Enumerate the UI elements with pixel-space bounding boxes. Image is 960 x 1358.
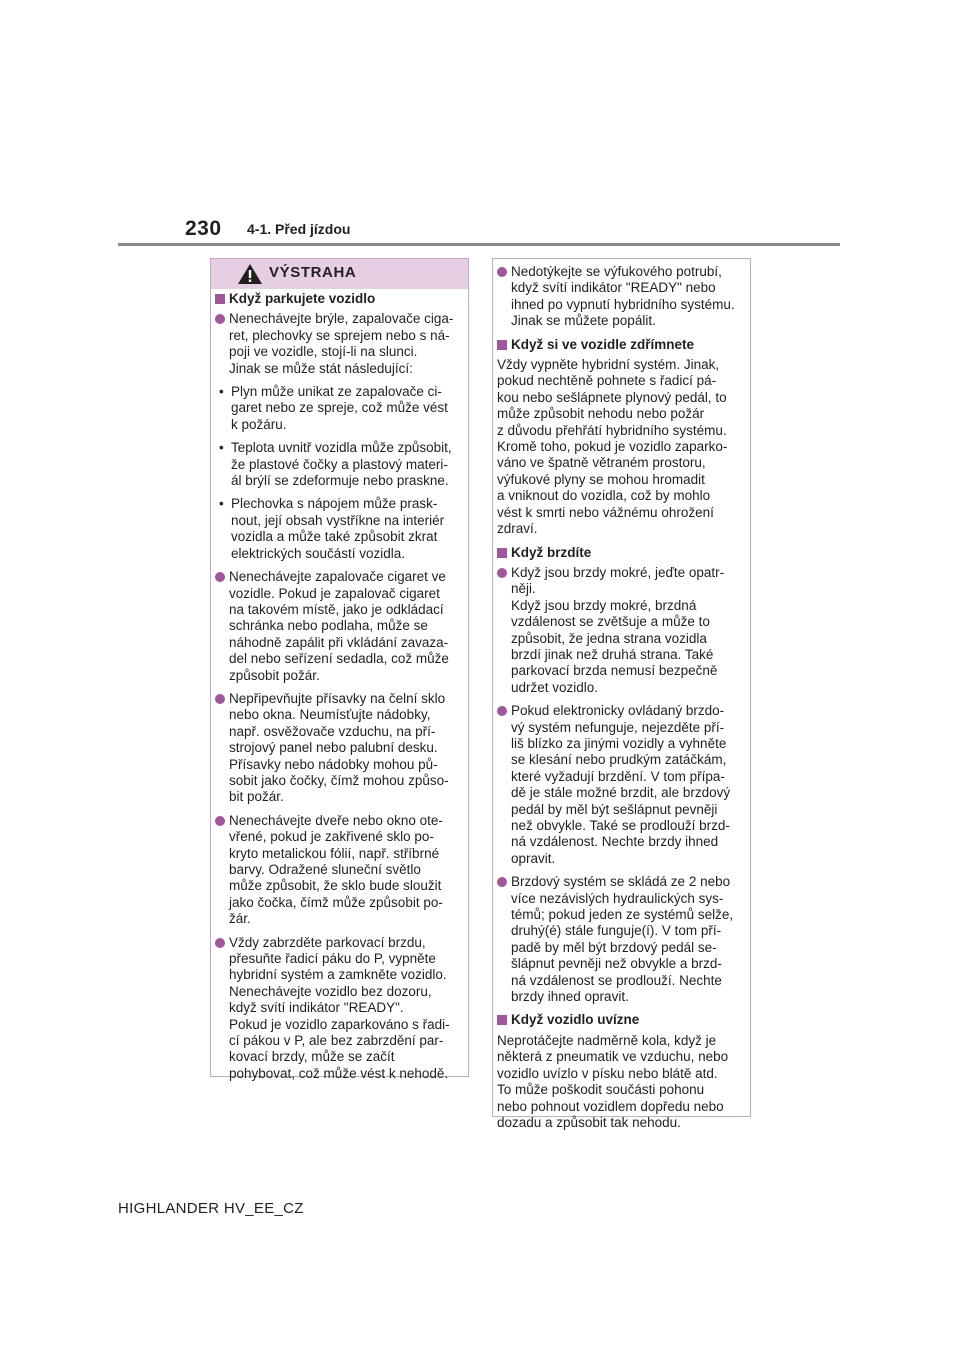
bullet-item <box>215 691 464 806</box>
text-line: šlápnut pevněji než obvykle a brzd- <box>511 956 722 972</box>
text-line: např. osvěžovače vzduchu, na pří- <box>229 723 436 739</box>
bullet-item <box>215 311 464 377</box>
text-line: Přísavky nebo nádobky mohou pů- <box>229 756 438 772</box>
text-line: brzdy ihned opravit. <box>511 989 629 1005</box>
text-line: garet nebo ze spreje, což může vést <box>231 400 448 416</box>
text-line: Teplota uvnitř vozidla může způsobit, <box>231 440 452 456</box>
text-line: vozidle. Pokud je zapalovač cigaret <box>229 585 440 601</box>
text-line: Když jsou brzdy mokré, jeďte opatr- <box>511 564 725 580</box>
sub-bullet-mark: • <box>219 440 224 456</box>
square-bullet-icon <box>497 340 507 350</box>
warning-title: VÝSTRAHA <box>269 264 357 281</box>
text-line: přesuňte řadicí páku do P, vypněte <box>229 951 436 967</box>
warning-header <box>211 259 468 289</box>
text-line: Pokud elektronicky ovládaný brzdo- <box>511 703 725 719</box>
bullet-dot-icon <box>215 572 225 582</box>
text-line: které vyžadují brzdění. V tom přípa- <box>511 768 725 784</box>
text-line: pokud nechtěně pohnete s řadicí pá- <box>497 373 717 389</box>
text-line: Kromě toho, pokud je vozidlo zaparko- <box>497 439 728 455</box>
bullet-dot-icon <box>497 267 507 277</box>
text-line: z důvodu přehřátí hybridního systému. <box>497 422 727 438</box>
text-line: Když jsou brzdy mokré, brzdná <box>511 597 697 613</box>
text-line: výfukové plyny se mohou hromadit <box>497 471 705 487</box>
subheading-stuck <box>497 1012 746 1028</box>
text-line: vřené, pokud je zakřivené sklo po- <box>229 829 434 845</box>
subheading-text: Když brzdíte <box>511 544 592 560</box>
square-bullet-icon <box>497 548 507 558</box>
text-line: vozidla a může také způsobit zkrat <box>231 529 438 545</box>
header-rule <box>118 243 840 246</box>
text-line: jako čočka, čímž může způsobit po- <box>229 894 443 910</box>
text-line: ná vzdálenost se prodlouží. Nechte <box>511 972 722 988</box>
text-line: může způsobit nehodu nebo požár <box>497 406 705 422</box>
text-line: se klesání nebo prudkým zatáčkám, <box>511 752 727 768</box>
text-line: Nenechávejte dveře nebo okno ote- <box>229 812 443 828</box>
text-line: pedál by měl být sešlápnut pevněji <box>511 801 718 817</box>
text-line: brzdí jinak než druhá strana. Také <box>511 646 714 662</box>
bullet-dot-icon <box>497 706 507 716</box>
sub-bullet-item <box>215 440 464 489</box>
bullet-item <box>497 703 746 867</box>
text-line: k požáru. <box>231 416 287 432</box>
text-line: více nezávislých hydraulických sys- <box>511 890 724 906</box>
text-line: schránka nebo podlaha, může se <box>229 618 428 634</box>
text-line: a vniknout do vozidla, což by mohlo <box>497 488 711 504</box>
sub-bullet-item <box>215 384 464 433</box>
text-line: nebo okna. Neumísťujte nádobky, <box>229 707 431 723</box>
text-line: vozidlo uvízlo v písku nebo blátě atd. <box>497 1065 718 1081</box>
text-line: kovací brzdy, může se začít <box>229 1049 395 1065</box>
text-line: může způsobit, že sklo bude sloužit <box>229 878 442 894</box>
text-line: některá z pneumatik ve vzduchu, nebo <box>497 1049 729 1065</box>
text-line: ná vzdálenost. Nechte brzdy ihned <box>511 834 719 850</box>
text-line: Pokud je vozidlo zaparkováno s řadi- <box>229 1016 450 1032</box>
text-line: nebo pohnout vozidlem dopředu nebo <box>497 1098 724 1114</box>
text-line: Plechovka s nápojem může prask- <box>231 496 438 512</box>
text-line: poji ve vozidle, stojí-li na slunci. <box>229 344 418 360</box>
text-line: Plyn může unikat ze zapalovače ci- <box>231 384 442 400</box>
text-line: Nenechávejte vozidlo bez dozoru, <box>229 983 432 999</box>
paragraph <box>497 357 746 537</box>
footer-model-code: HIGHLANDER HV_EE_CZ <box>118 1200 304 1217</box>
text-line: sobit jako čočky, čímž mohou způso- <box>229 772 449 788</box>
text-line: pohybovat, což může vést k nehodě. <box>229 1065 449 1081</box>
text-line: na takovém místě, jako je odkládací <box>229 601 444 617</box>
bullet-dot-icon <box>497 877 507 887</box>
text-line: Jinak se můžete popálit. <box>511 313 656 329</box>
text-line: Brzdový systém se skládá ze 2 nebo <box>511 874 731 890</box>
warning-box <box>210 258 469 1081</box>
text-line: způsobit požár. <box>229 667 320 683</box>
text-line: ret, plechovky se sprejem nebo s ná- <box>229 327 450 343</box>
bullet-dot-icon <box>497 568 507 578</box>
text-line: liš blízko za jinými vozidly a vyhněte <box>511 735 727 751</box>
sub-bullet-item <box>215 496 464 562</box>
text-line: parkovací brzda nemusí bezpečně <box>511 663 718 679</box>
text-line: zdraví. <box>497 521 538 537</box>
text-line: vzdálenost se zvětšuje a může to <box>511 614 710 630</box>
text-line: váno ve špatně větraném prostoru, <box>497 455 706 471</box>
text-line: způsobit, že jedna strana vozidla <box>511 630 707 646</box>
text-line: ihned po vypnutí hybridního systému. <box>511 296 735 312</box>
text-line: Nepřipevňujte přísavky na čelní sklo <box>229 690 446 706</box>
subheading-text: Když vozidlo uvízne <box>511 1012 640 1028</box>
warning-box-continued <box>492 258 751 1130</box>
text-line: Nedotýkejte se výfukového potrubí, <box>511 264 722 279</box>
text-line: strojový panel nebo palubní desku. <box>229 740 438 756</box>
text-line: Jinak se může stát následující: <box>229 360 413 376</box>
text-line: že plastové čočky a plastový materi- <box>231 456 448 472</box>
text-line: druhý(é) stále funguje(í). V tom pří- <box>511 923 722 939</box>
text-line: žár. <box>229 911 251 927</box>
text-line: kryto metalickou fólií, např. stříbrné <box>229 845 440 861</box>
paragraph <box>497 1033 746 1131</box>
text-line: Nenechávejte zapalovače cigaret ve <box>229 569 446 585</box>
text-line: dě je stále možné brzdit, ale brzdový <box>511 785 731 801</box>
text-line: opravit. <box>511 850 556 866</box>
text-line: něji. <box>511 581 536 597</box>
text-line: del nebo seřízení sedadla, což může <box>229 651 449 667</box>
bullet-dot-icon <box>215 816 225 826</box>
bullet-item <box>215 935 464 1083</box>
subheading-text: Když parkujete vozidlo <box>229 291 376 306</box>
text-line: než obvykle. Také se prodlouží brzd- <box>511 818 730 833</box>
text-line: To může poškodit součásti pohonu <box>497 1082 705 1098</box>
text-line: když svítí indikátor "READY" nebo <box>511 280 716 296</box>
bullet-item <box>215 813 464 928</box>
bullet-dot-icon <box>215 694 225 704</box>
text-line: udržet vozidlo. <box>511 679 599 695</box>
text-line: Vždy vypněte hybridní systém. Jinak, <box>497 357 720 373</box>
text-line: Vždy zabrzděte parkovací brzdu, <box>229 934 426 950</box>
bullet-dot-icon <box>215 938 225 948</box>
subheading-nap <box>497 337 746 353</box>
subheading-parking <box>215 291 464 307</box>
text-line: vést k smrti nebo vážnému ohrožení <box>497 504 714 520</box>
warning-body <box>211 289 468 1082</box>
warning-triangle-icon <box>237 263 263 285</box>
page-number: 230 <box>185 217 222 240</box>
text-line: když svítí indikátor "READY". <box>229 1000 404 1016</box>
text-line: témů; pokud jeden ze systémů selže, <box>511 907 734 923</box>
section-title: 4-1. Před jízdou <box>247 221 351 237</box>
square-bullet-icon <box>215 294 225 304</box>
text-line: náhodně zapálit při vkládání zavaza- <box>229 634 449 650</box>
text-line: barvy. Odražené sluneční světlo <box>229 862 421 877</box>
bullet-item <box>497 264 746 330</box>
text-line: cí pákou v P, ale bez zabrzdění par- <box>229 1033 444 1049</box>
text-line: dozadu a způsobit tak nehodu. <box>497 1114 681 1130</box>
subheading-text: Když si ve vozidle zdřímnete <box>511 336 695 352</box>
text-line: kou nebo sešlápnete plynový pedál, to <box>497 389 727 405</box>
text-line: padě by měl být brzdový pedál se- <box>511 939 717 955</box>
text-line: nout, její obsah vystříkne na interiér <box>231 512 445 528</box>
subheading-braking <box>497 545 746 561</box>
text-line: bit požár. <box>229 789 284 805</box>
text-line: elektrických součástí vozidla. <box>231 545 406 561</box>
bullet-item <box>497 874 746 1005</box>
text-line: vý systém nefunguje, nejezděte pří- <box>511 719 725 735</box>
text-line: Nenechávejte brýle, zapalovače ciga- <box>229 311 454 327</box>
bullet-item <box>215 569 464 684</box>
sub-bullet-mark: • <box>219 496 224 512</box>
square-bullet-icon <box>497 1015 507 1025</box>
text-line: ál brýlí se zdeformuje nebo praskne. <box>231 473 449 489</box>
text-line: Neprotáčejte nadměrně kola, když je <box>497 1032 717 1048</box>
bullet-dot-icon <box>215 314 225 324</box>
bullet-item <box>497 565 746 696</box>
text-line: hybridní systém a zamkněte vozidlo. <box>229 967 447 983</box>
sub-bullet-mark: • <box>219 384 224 400</box>
